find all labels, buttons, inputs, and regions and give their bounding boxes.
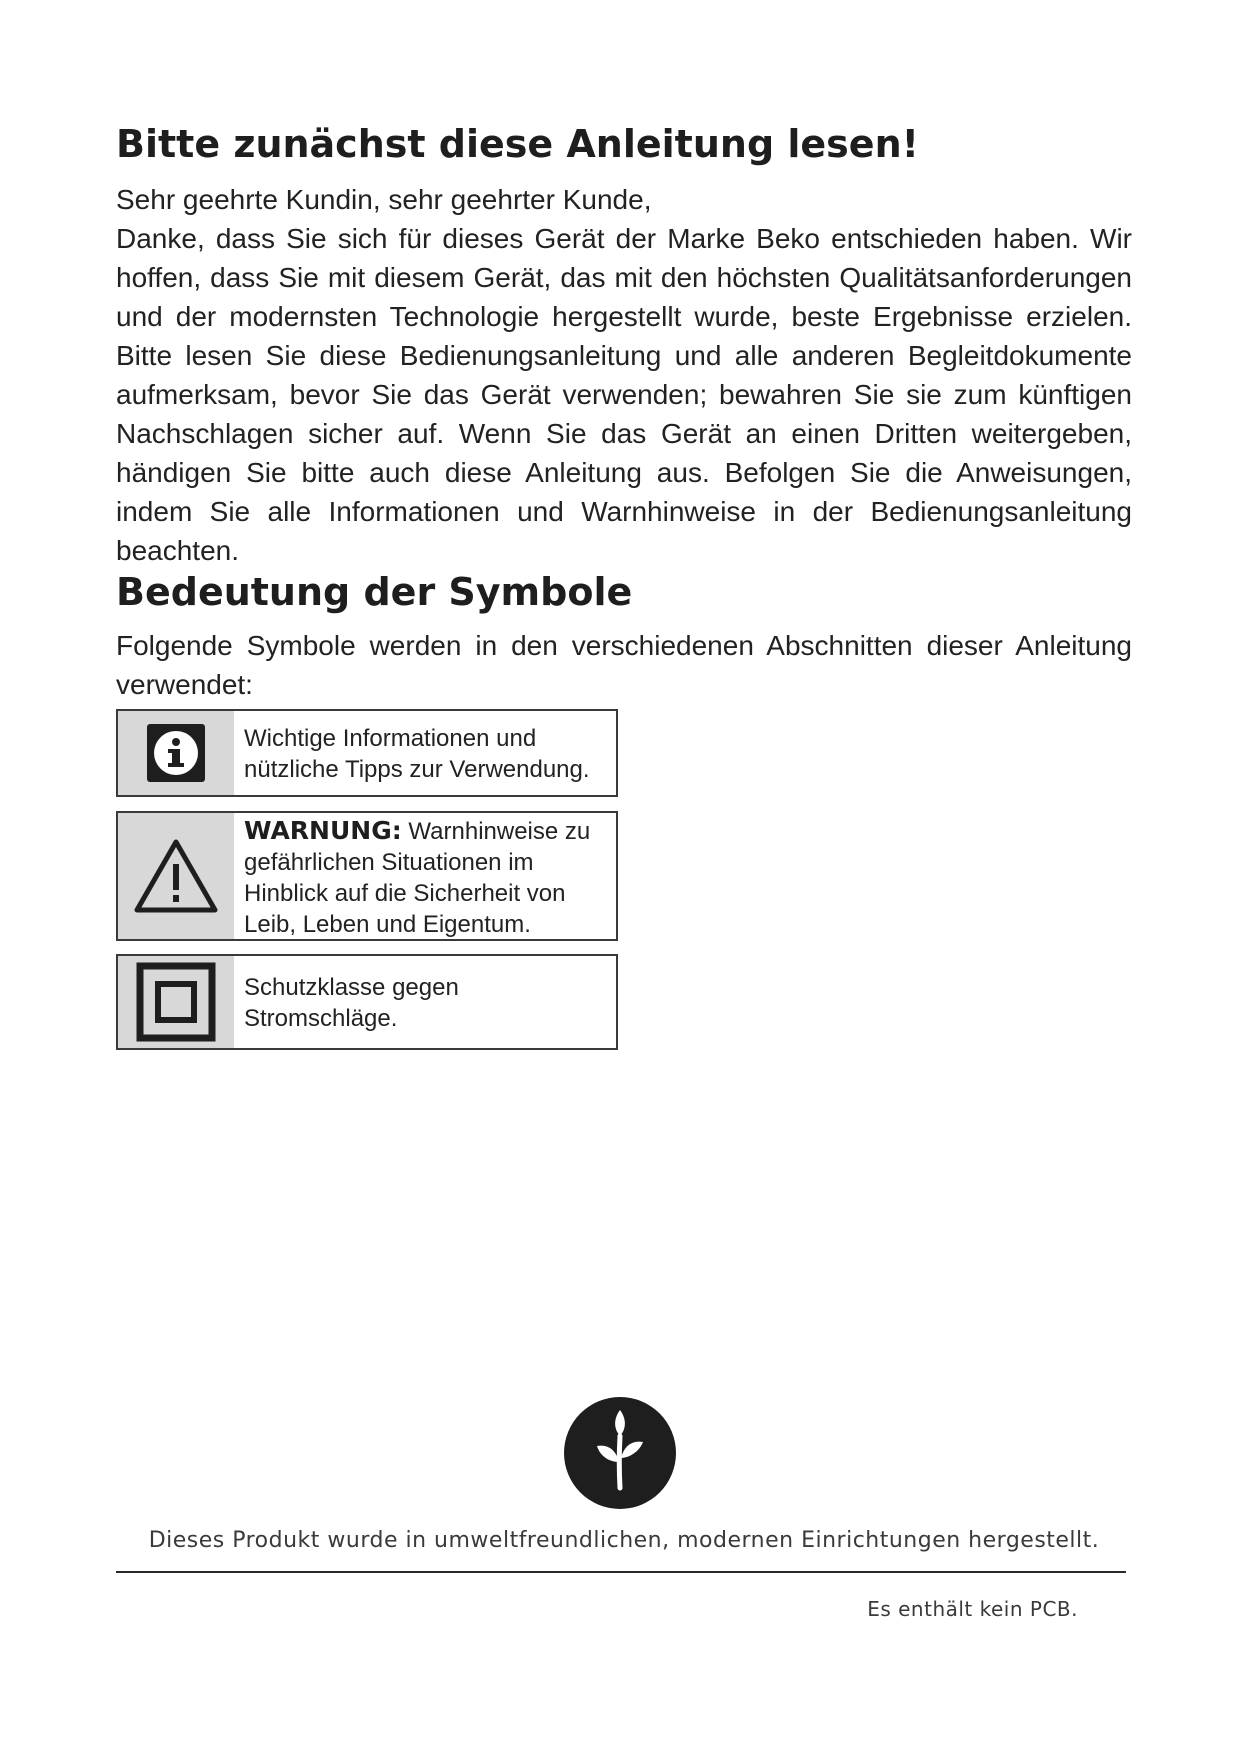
warning-description-block — [244, 815, 610, 940]
warning-label: WARNUNG: — [244, 815, 402, 845]
leaf-icon — [563, 1396, 677, 1510]
symbol-box-warning — [116, 811, 618, 941]
symbol-description — [234, 711, 616, 795]
symbol-icon-cell — [118, 813, 234, 939]
symbol-icon-cell — [118, 956, 234, 1048]
info-icon — [145, 722, 207, 784]
protection-description: Schutzklasse gegen Stromschläge. — [244, 974, 459, 1032]
symbol-description — [234, 956, 616, 1048]
divider — [116, 1571, 1126, 1573]
symbols-intro-text: Folgende Symbole werden in den verschiedenen Abschnitten dieser Anleitung verwendet: — [116, 630, 1132, 700]
heading-symbols: Bedeutung der Symbole — [116, 570, 633, 614]
symbol-box-protection-class — [116, 954, 618, 1050]
intro-paragraph: Danke, dass Sie sich für dieses Gerät der Marke Beko entschieden haben. Wir hoffen, dass Sie mit diesem Gerät, das mit den höchsten Qualitätsanforderungen und der modernsten Technologie hergestellt wurde, beste Ergebnisse erzielen. Bitte lesen Sie diese Bedienungsanleitung und alle anderen Begleitdokumente aufmerksam, bevor Sie das Gerät verwenden; bewahren Sie sie zum künftigen Nachschlagen sicher auf. Wenn Sie das Gerät an einen Dritten weitergeben, händigen Sie bitte auch diese Anleitung aus. Befolgen Sie die Anweisungen, indem Sie alle Informationen und Warnhinweise in der Bedienungsanleitung beachten. — [116, 223, 1132, 566]
protection-class-ii-icon — [136, 962, 216, 1042]
warning-description: Warnhinweise zu gefährlichen Situationen im Hinblick auf die Sicherheit von Leib, Leben und Eigentum. — [244, 817, 591, 938]
pcb-statement: Es enthält kein PCB. — [867, 1597, 1078, 1621]
warning-triangle-icon — [133, 838, 219, 914]
symbol-box-info — [116, 709, 618, 797]
symbol-icon-cell — [118, 711, 234, 795]
info-description: Wichtige Informationen und nützliche Tipps zur Verwendung. — [244, 725, 590, 783]
eco-statement: Dieses Produkt wurde in umweltfreundlichen, modernen Einrichtungen hergestellt. — [148, 1528, 1100, 1553]
symbol-description — [234, 813, 616, 939]
greeting-text: Sehr geehrte Kundin, sehr geehrter Kunde, — [116, 184, 652, 215]
heading-read-first: Bitte zunächst diese Anleitung lesen! — [116, 122, 919, 166]
